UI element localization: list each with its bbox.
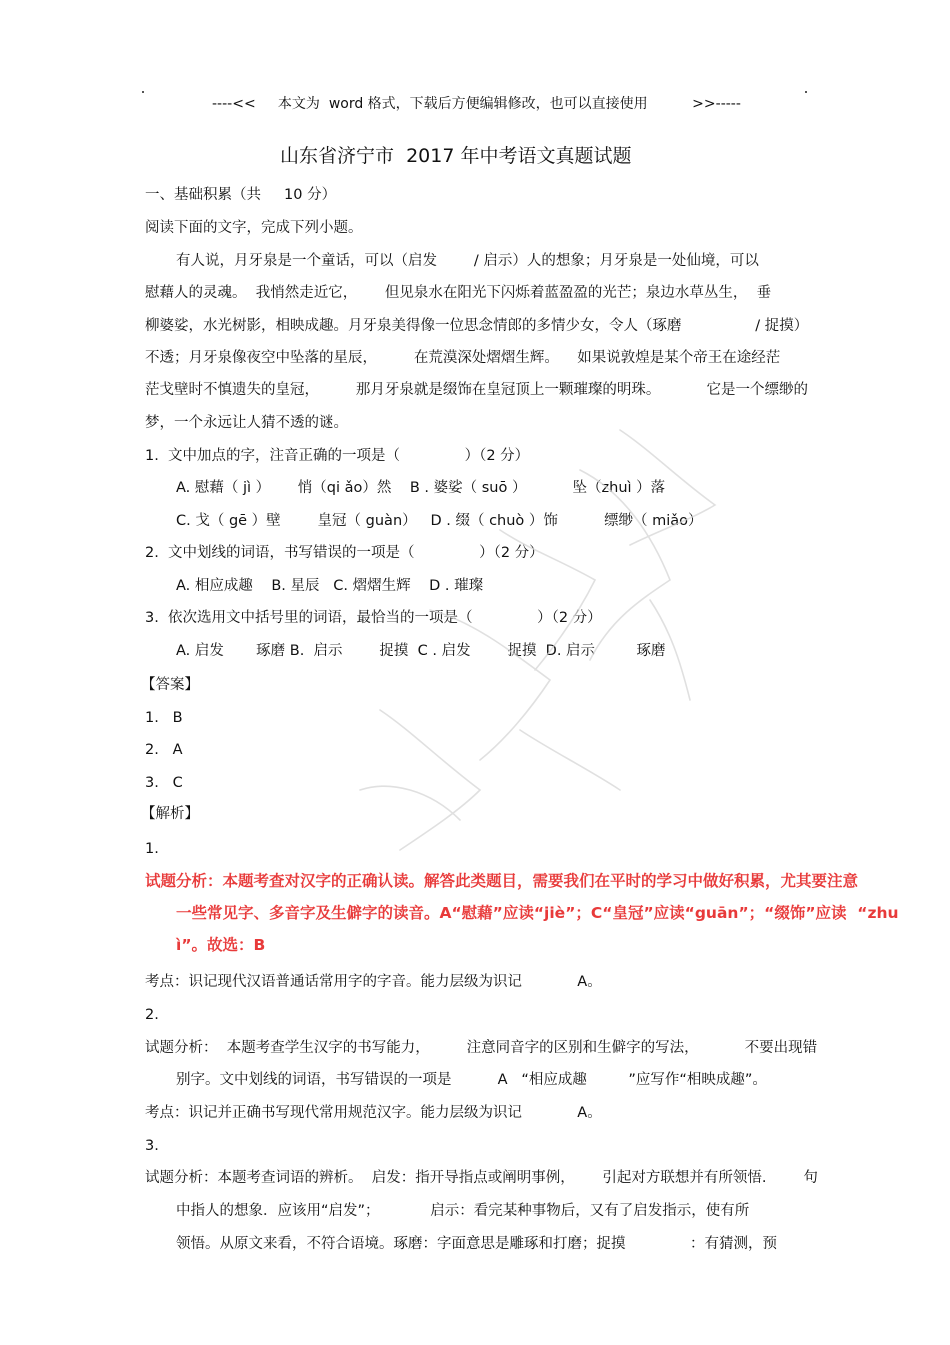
- analysis-2-number: 2.: [145, 1007, 159, 1023]
- passage-line: 不透；月牙泉像夜空中坠落的星辰， 在荒漠深处熠熠生辉。 如果说敦煌是某个帝王在途经茫: [145, 350, 781, 366]
- question-2: 2. 文中划线的词语，书写错误的一项是（ ）（2 分）: [145, 545, 544, 561]
- answer-item: 3. C: [145, 775, 183, 791]
- analysis-3-text: 试题分析：本题考查词语的辨析。 启发：指开导指点或阐明事例， 引起对方联想并有所领悟. 句: [145, 1170, 818, 1186]
- analysis-3-number: 3.: [145, 1138, 159, 1154]
- passage-line: 茫戈壁时不慎遗失的皇冠， 那月牙泉就是缀饰在皇冠顶上一颗璀璨的明珠。 它是一个缥缈的: [145, 382, 808, 398]
- corner-mark-right: [805, 91, 807, 93]
- question-1-options-cd: C. 戈（ gē ）壁 皇冠（ guàn） D . 缀（ chuò ）饰 缥缈（ miǎo）: [176, 513, 703, 529]
- header-note: ----<< 本文为 word 格式，下载后方便编辑修改，也可以直接使用 >>-----: [212, 96, 741, 112]
- question-3-options: A. 启发 琢磨 B. 启示 捉摸 C . 启发 捉摸 D. 启示 琢磨: [176, 643, 666, 659]
- page-title: 山东省济宁市 2017 年中考语文真题试题: [280, 145, 632, 167]
- passage-line: 柳婆娑，水光树影，相映成趣。月牙泉美得像一位思念情郎的多情少女，令人（琢磨 / 捉摸）: [145, 318, 809, 334]
- passage-line: 慰藉人的灵魂。 我悄然走近它， 但见泉水在阳光下闪烁着蓝盈盈的光芒；泉边水草丛生， 垂: [145, 285, 772, 301]
- analysis-1-point: 考点：识记现代汉语普通话常用字的字音。能力层级为识记 A。: [145, 974, 602, 990]
- analysis-2-point: 考点：识记并正确书写现代常用规范汉字。能力层级为识记 A。: [145, 1105, 602, 1121]
- analysis-3-text: 领悟。从原文来看，不符合语境。琢磨：字面意思是雕琢和打磨；捉摸 ：有猜测，预: [176, 1236, 778, 1252]
- intro-text: 阅读下面的文字，完成下列小题。: [145, 220, 363, 236]
- question-2-options: A. 相应成趣 B. 星辰 C. 熠熠生辉 D . 璀璨: [176, 578, 484, 594]
- answer-item: 1. B: [145, 710, 183, 726]
- analysis-1-text: ì”。故选：B: [176, 936, 266, 954]
- section-heading: 一、基础积累（共 10 分）: [145, 187, 337, 203]
- question-3: 3. 依次选用文中括号里的词语，最恰当的一项是（ ）（2 分）: [145, 610, 602, 626]
- analysis-3-text: 中指人的想象．应该用“启发”； 启示：看完某种事物后，又有了启发指示，使有所: [176, 1203, 750, 1219]
- answer-item: 2. A: [145, 742, 183, 758]
- analysis-heading: 【解析】: [141, 806, 199, 822]
- passage-line: 有人说，月牙泉是一个童话，可以（启发 / 启示）人的想象；月牙泉是一处仙境，可以: [176, 253, 759, 269]
- question-1: 1. 文中加点的字，注音正确的一项是（ ）（2 分）: [145, 448, 530, 464]
- analysis-1-text: 试题分析：本题考查对汉字的正确认读。解答此类题目，需要我们在平时的学习中做好积累，尤其要注意: [145, 872, 859, 890]
- corner-mark-left: [142, 91, 144, 93]
- analysis-2-text: 试题分析： 本题考查学生汉字的书写能力， 注意同音字的区别和生僻字的写法， 不要出现错: [145, 1040, 818, 1056]
- answer-heading: 【答案】: [141, 677, 199, 693]
- analysis-1-number: 1.: [145, 841, 159, 857]
- passage-line: 梦，一个永远让人猜不透的谜。: [145, 415, 348, 431]
- question-1-options-ab: A. 慰藉（ jì ） 悄（qi ǎo）然 B . 婆娑（ suō ） 坠（zhuì ）落: [176, 480, 666, 496]
- analysis-2-text: 别字。文中划线的词语，书写错误的一项是 A “相应成趣 ”应写作“相映成趣”。: [176, 1072, 767, 1088]
- analysis-1-text: 一些常见字、多音字及生僻字的读音。A“慰藉”应读“jiè”；C“皇冠”应读“guān”；“缀饰”应读 “zhu: [176, 904, 899, 922]
